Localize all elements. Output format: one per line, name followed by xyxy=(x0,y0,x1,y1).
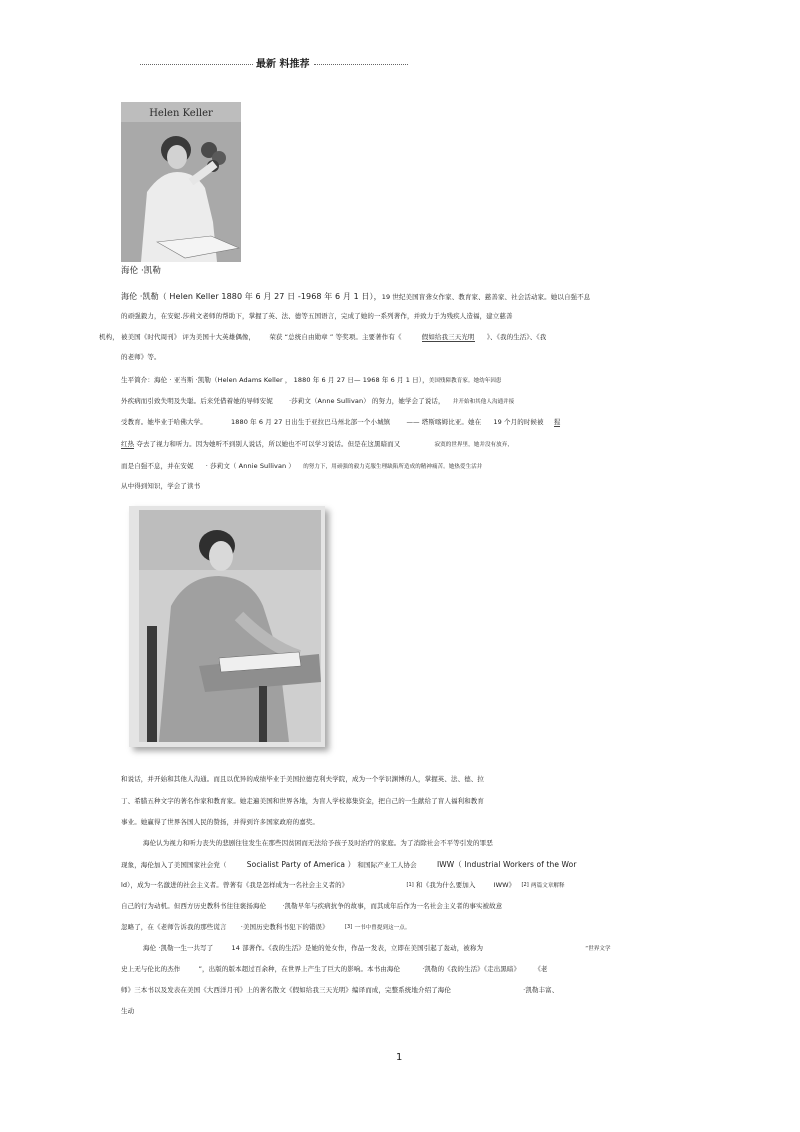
para-4-line-2: 现象，海伦加入了美国国家社会党（ Socialist Party of America ） 和国际产业工人协会 IWW（ Industrial Workers of the Wor xyxy=(121,860,577,869)
para-1-line-1: 海伦 ·凯勒（ Helen Keller 1880 年 6 月 27 日 -1968 年 6 月 1 日），19 世纪美国盲聋女作家、教育家、慈善家、社会活动家。她以自强不息 xyxy=(121,292,591,301)
para-4-line-3: ld），成为一名激进的社会主义者。曾著有《我是怎样成为一名社会主义者的》 [1] 和《我为什么要加入 IWW》 [2] 两篇文章解释 xyxy=(121,881,565,889)
para-4-line-1: 海伦认为视力和听力丧失的悲剧往往发生在那些因贫困而无法给予孩子及时治疗的家庭。为了消除社会不平等引发的罪恶 xyxy=(143,839,493,847)
para-2-line-3: 受教育。她毕业于哈佛大学。 1880 年 6 月 27 日出生于亚拉巴马州北部一个小城镇 —— 塔斯喀姆比亚。她在 19 个月的时候被 猩 xyxy=(121,418,561,426)
header-dotted-rule-right xyxy=(314,64,408,65)
para-1-line-3: 机构， 被美国《时代周刊》 评为美国十大英雄偶像， 荣获 “总统自由勋章 ” 等奖项。主要著作有《 假如给我三天光明 》、《我的生活》、《我 xyxy=(99,333,547,341)
photo-caption: 海伦 ·凯勒 xyxy=(121,266,162,276)
para-1-line-2: 的顽强毅力，在安妮.莎莉文老师的帮助下，掌握了英、法、德等五国语言，完成了她的一系列著作，并致力于为残疾人造福，建立慈善 xyxy=(121,312,513,320)
para-5-line-3: 师》三本书以及发表在美国《大西洋月刊》上的著名散文《假如给我三天光明》编译而成，完整系统地介绍了海伦 ·凯勒丰富、 xyxy=(121,986,559,994)
page-header xyxy=(0,55,800,71)
para-2-line-4: 红热 夺去了视力和听力。因为她听不到别人说话，所以她也不可以学习说话。但是在这黑暗而又 寂寞的世界里，她并没有放弃， xyxy=(121,440,513,448)
header-dotted-rule-left xyxy=(140,64,253,65)
para-2-line-6: 从中得到知识，学会了读书 xyxy=(121,482,201,490)
helen-keller-reading-photo xyxy=(129,506,325,747)
para-4-line-5: 忽略了，在《老师告诉我的那些谎言 ·美国历史教科书犯下的错误》 [3] 一书中曾提到这一点。 xyxy=(121,923,411,931)
para-3-line-2: 丁、希腊五种文字的著名作家和教育家。她走遍美国和世界各地，为盲人学校募集资金，把自己的一生献给了盲人福利和教育 xyxy=(121,797,484,805)
para-3-line-3: 事业。她赢得了世界各国人民的赞扬，并得到许多国家政府的嘉奖。 xyxy=(121,818,319,826)
para-2-line-1: 生平简介：海伦 · 亚当斯 ·凯勒（Helen Adams Keller ， 1880 年 6 月 27 日— 1968 年 6 月 1 日），美国残障教育家。她幼年因患 xyxy=(121,376,502,384)
helen-keller-portrait-photo xyxy=(121,102,241,262)
page-number: 1 xyxy=(396,1052,403,1063)
para-1-line-4: 的老师》等。 xyxy=(121,353,161,361)
para-5-line-1: 海伦 ·凯勒一生一共写了 14 部著作。《我的生活》是她的处女作，作品一发表，立即在美国引起了轰动，被称为 “世界文学 xyxy=(143,944,611,952)
para-2-line-2: 外疾病而引致失明及失聪。后来凭借着她的导师安妮 ·莎莉文（Anne Sullivan） 的努力，她学会了说话， 并开始和其他人沟通并接 xyxy=(121,397,515,405)
header-title: 最新 料推荐 xyxy=(256,59,310,70)
para-4-line-4: 自己的行为动机。但西方历史教科书往往褒扬海伦 ·凯勒早年与疾病抗争的故事，而其成年后作为一名社会主义者的事实被故意 xyxy=(121,902,503,910)
para-5-line-4: 生动 xyxy=(121,1007,135,1015)
para-3-line-1: 和说话，并开始和其他人沟通。而且以优异的成绩毕业于美国拉德克利夫学院，成为一个学识渊博的人，掌握英、法、德、拉 xyxy=(121,775,484,783)
para-2-line-5: 而是自强不息，并在安妮 · 莎莉文（ Annie Sullivan ） 的努力下，用顽强的毅力克服生理缺陷所造成的精神痛苦。她热爱生活并 xyxy=(121,462,483,470)
portrait-caption-in-image: Helen Keller xyxy=(149,108,213,119)
para-5-line-2: 史上无与伦比的杰作 ”，出版的版本超过百余种，在世界上产生了巨大的影响。本书由海伦 ·凯勒的《我的生活》《走出黑暗》 《老 xyxy=(121,965,548,973)
